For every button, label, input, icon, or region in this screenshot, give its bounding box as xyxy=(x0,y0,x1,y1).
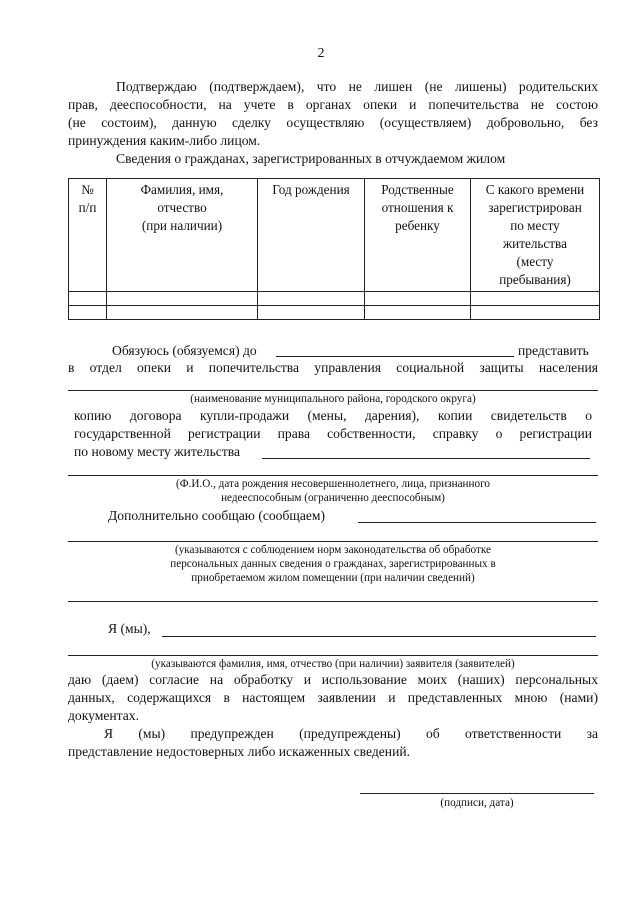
paragraph-line: (не состоим), данную сделку осуществляю (осуществляем) добровольно, без xyxy=(68,115,598,130)
warning-line: Я (мы) предупрежден (предупреждены) об ответственности за xyxy=(104,726,598,741)
table-caption: Сведения о гражданах, зарегистрированных в отчуждаемом жилом xyxy=(116,151,506,166)
obligation-label-end: представить xyxy=(518,343,589,358)
warning-line: представление недостоверных либо искаженных сведений. xyxy=(68,744,411,759)
table-cell[interactable] xyxy=(69,292,107,306)
applicant-name-caption: (указываются фамилия, имя, отчество (при наличии) заявителя (заявителей) xyxy=(151,658,515,670)
municipality-field-line[interactable] xyxy=(68,390,598,391)
paragraph-line: прав, дееспособности, на учете в органах опеки и попечительства не состою xyxy=(68,97,598,112)
table-cell[interactable] xyxy=(107,306,258,320)
table-cell[interactable] xyxy=(69,306,107,320)
minor-info-field-line[interactable] xyxy=(68,475,598,476)
table-cell[interactable] xyxy=(471,306,600,320)
table-row xyxy=(69,292,600,306)
additional-info-caption: (указываются с соблюдением норм законодательства об обработке xyxy=(174,544,492,556)
obligation-line: по новому месту жительства xyxy=(74,444,241,459)
consent-line: данных, содержащихся в настоящем заявлении и представленных мною (нами) xyxy=(68,690,598,705)
table-row xyxy=(69,306,600,320)
table-cell[interactable] xyxy=(365,292,471,306)
table-cell[interactable] xyxy=(258,306,365,320)
additional-info-field-line[interactable] xyxy=(358,522,596,523)
signature-caption: (подписи, дата) xyxy=(440,797,514,809)
consent-line: документах. xyxy=(68,708,139,723)
table-cell[interactable] xyxy=(471,292,600,306)
registered-citizens-table xyxy=(68,178,600,320)
applicant-label: Я (мы), xyxy=(108,621,151,636)
obligation-line: копию договора купли-продажи (мены, дарения), копии свидетельств о xyxy=(74,408,592,423)
deadline-field-line[interactable] xyxy=(276,356,514,357)
header-birth-year: Год рождения xyxy=(258,179,365,292)
new-residence-field-line[interactable] xyxy=(262,458,590,459)
signature-field-line[interactable] xyxy=(360,793,594,794)
additional-info-label: Дополнительно сообщаю (сообщаем) xyxy=(108,508,326,523)
obligation-label: Обязуюсь (обязуемся) до xyxy=(112,343,257,358)
obligation-line: государственной регистрации права собственности, справку о регистрации xyxy=(74,426,592,441)
additional-info-field-line[interactable] xyxy=(68,601,598,602)
header-number: № п/п xyxy=(69,179,107,292)
minor-info-caption: (Ф.И.О., дата рождения несовершеннолетнего, лица, признанного xyxy=(175,478,491,490)
obligation-line: в отдел опеки и попечительства управления социальной защиты населения xyxy=(68,360,598,375)
minor-info-caption: недееспособным (ограниченно дееспособным) xyxy=(221,492,445,504)
consent-line: даю (даем) согласие на обработку и использование моих (наших) персональных xyxy=(68,672,598,687)
table-cell[interactable] xyxy=(107,292,258,306)
header-registered-since: С какого времени зарегистрирован по месту жительства (месту пребывания) xyxy=(471,179,600,292)
paragraph-line: принуждения каким-либо лицом. xyxy=(68,133,261,148)
header-full-name: Фамилия, имя, отчество (при наличии) xyxy=(107,179,258,292)
additional-info-caption: приобретаемом жилом помещении (при наличии сведений) xyxy=(191,572,475,584)
table-header-row xyxy=(69,179,600,292)
additional-info-caption: персональных данных сведения о гражданах, зарегистрированных в xyxy=(170,558,496,570)
paragraph-line: Подтверждаю (подтверждаем), что не лишен (не лишены) родительских xyxy=(116,79,598,94)
header-relationship: Родственные отношения к ребенку xyxy=(365,179,471,292)
applicant-name-field-line[interactable] xyxy=(162,636,596,637)
table-cell[interactable] xyxy=(365,306,471,320)
table-cell[interactable] xyxy=(258,292,365,306)
municipality-caption: (наименование муниципального района, городского округа) xyxy=(190,393,476,405)
page-number: 2 xyxy=(317,45,325,60)
additional-info-field-line[interactable] xyxy=(68,541,598,542)
applicant-name-field-line[interactable] xyxy=(68,655,598,656)
